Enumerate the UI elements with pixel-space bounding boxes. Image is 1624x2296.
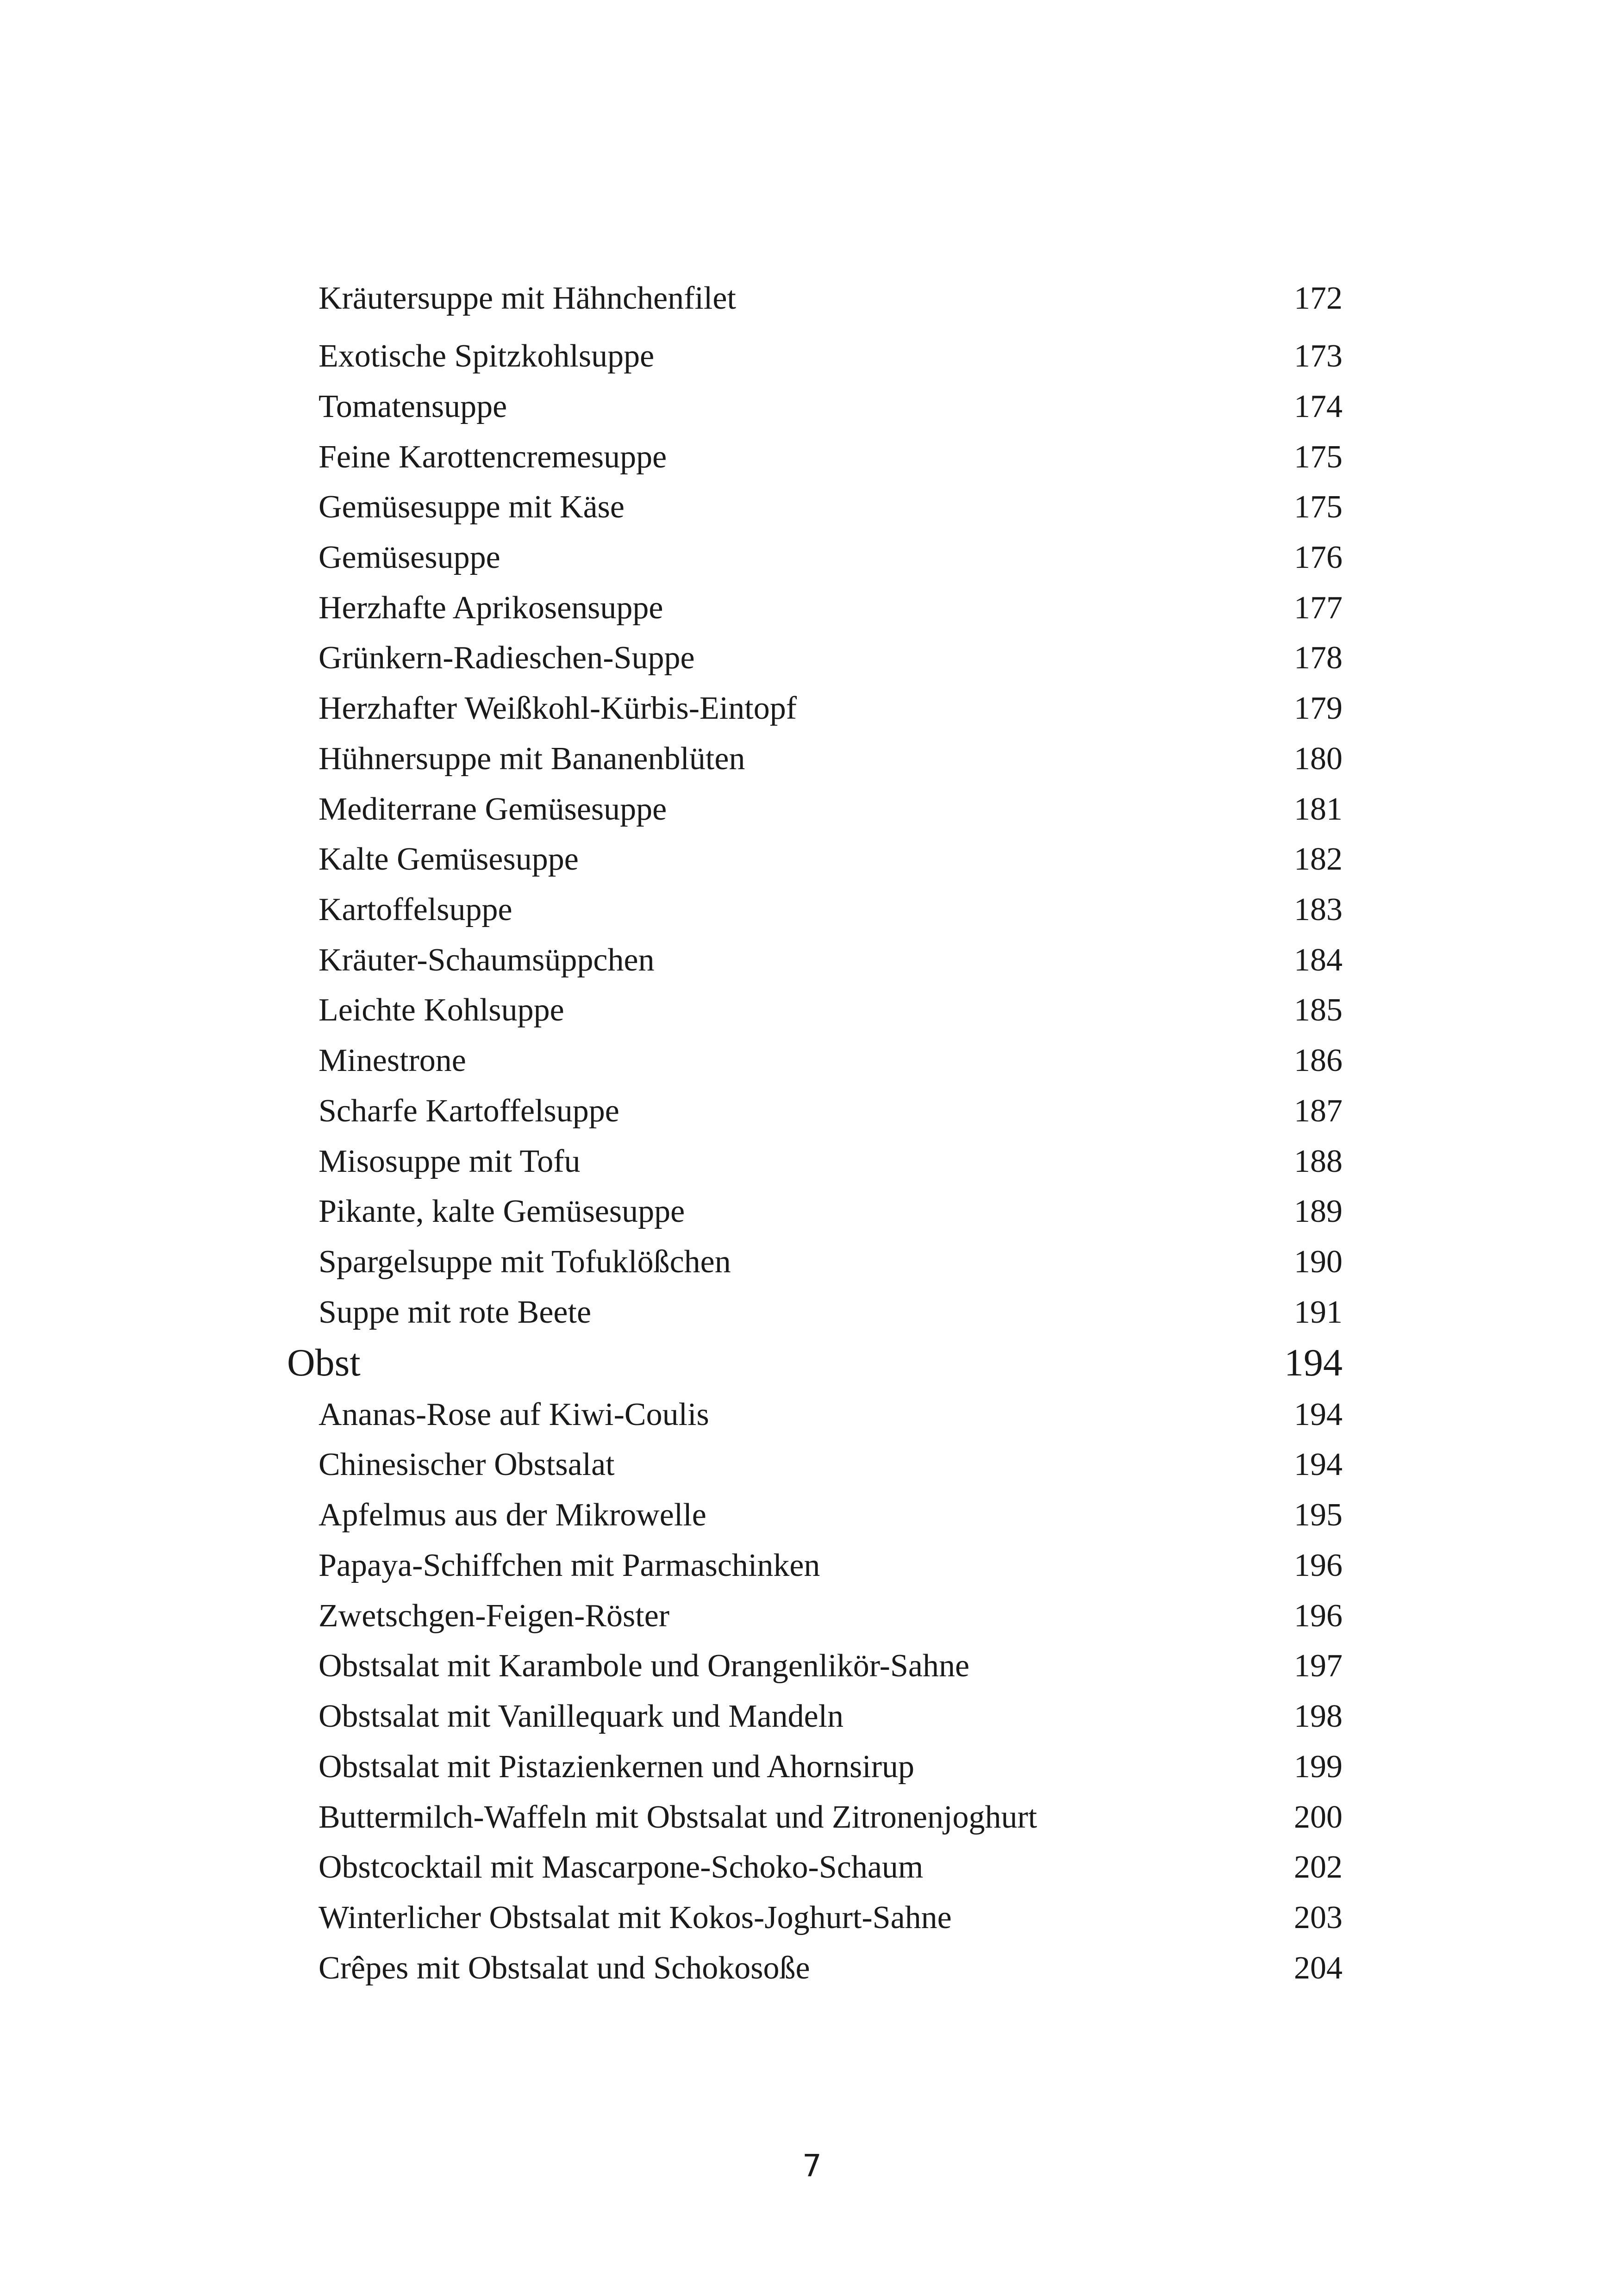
toc-entry: [0, 585, 1624, 631]
toc-section-page-number: 194: [1284, 1341, 1343, 1384]
toc-entry: [0, 1643, 1624, 1689]
toc-entry-title: Mediterrane Gemüsesuppe: [319, 791, 667, 827]
toc-entry-title: Gemüsesuppe: [319, 540, 500, 575]
toc-entry-title: Obstcocktail mit Mascarpone-Schoko-Schaum: [319, 1849, 924, 1885]
toc-entry: [0, 685, 1624, 732]
toc-entry: [0, 333, 1624, 380]
toc-entry-page-number: 181: [1294, 791, 1343, 827]
toc-entry-title: Pikante, kalte Gemüsesuppe: [319, 1194, 685, 1229]
toc-entry: [0, 836, 1624, 883]
toc-entry-title: Leichte Kohlsuppe: [319, 992, 564, 1028]
toc-entry: [0, 1693, 1624, 1740]
toc-entry-title: Kalte Gemüsesuppe: [319, 841, 579, 877]
toc-entry-title: Gemüsesuppe mit Käse: [319, 489, 625, 525]
toc-entry-page-number: 177: [1294, 590, 1343, 626]
toc-entry-page-number: 178: [1294, 640, 1343, 676]
toc-entry: [0, 1593, 1624, 1639]
toc-entry: [0, 1188, 1624, 1235]
toc-entry: [0, 484, 1624, 530]
toc-entry: [0, 887, 1624, 933]
toc-entry: [0, 736, 1624, 782]
toc-entry-page-number: 202: [1294, 1849, 1343, 1885]
toc-entry-title: Kartoffelsuppe: [319, 892, 512, 927]
toc-entry-page-number: 191: [1294, 1294, 1343, 1330]
toc-entry-title: Herzhafte Aprikosensuppe: [319, 590, 663, 626]
toc-entry: [0, 635, 1624, 681]
toc-entry-page-number: 194: [1294, 1397, 1343, 1432]
toc-entry-page-number: 173: [1294, 338, 1343, 374]
toc-entry: [0, 1794, 1624, 1841]
toc-entry: [0, 1945, 1624, 1991]
toc-entry-title: Chinesischer Obstsalat: [319, 1447, 615, 1482]
toc-entry-page-number: 180: [1294, 741, 1343, 777]
toc-entry-page-number: 204: [1294, 1950, 1343, 1986]
toc-entry-page-number: 198: [1294, 1699, 1343, 1734]
toc-entry-page-number: 200: [1294, 1799, 1343, 1835]
toc-entry-title: Kräuter-Schaumsüppchen: [319, 942, 655, 978]
toc-entry-title: Scharfe Kartoffelsuppe: [319, 1093, 619, 1129]
toc-entry-page-number: 179: [1294, 691, 1343, 726]
toc-entry-title: Obstsalat mit Pistazienkernen und Ahornsirup: [319, 1749, 915, 1785]
toc-entry: [0, 937, 1624, 983]
toc-entry-title: Herzhafter Weißkohl-Kürbis-Eintopf: [319, 691, 797, 726]
toc-entry: [0, 786, 1624, 833]
toc-entry-title: Spargelsuppe mit Tofuklößchen: [319, 1244, 731, 1280]
toc-entry-page-number: 186: [1294, 1043, 1343, 1078]
toc-entry-page-number: 196: [1294, 1548, 1343, 1583]
toc-entry: [0, 1744, 1624, 1790]
toc-entry-page-number: 189: [1294, 1194, 1343, 1229]
toc-entry-page-number: 196: [1294, 1598, 1343, 1634]
toc-entry-page-number: 182: [1294, 841, 1343, 877]
toc-entry-title: Suppe mit rote Beete: [319, 1294, 592, 1330]
toc-entry-page-number: 197: [1294, 1648, 1343, 1684]
toc-entry: [0, 1392, 1624, 1438]
toc-entry-page-number: 175: [1294, 439, 1343, 475]
toc-section-title: Obst: [287, 1341, 361, 1384]
toc-entry-page-number: 188: [1294, 1144, 1343, 1179]
toc-entry: [0, 275, 1624, 322]
toc-entry-page-number: 184: [1294, 942, 1343, 978]
toc-entry-page-number: 194: [1294, 1447, 1343, 1482]
toc-entry-title: Papaya-Schiffchen mit Parmaschinken: [319, 1548, 820, 1583]
toc-entry: [0, 535, 1624, 581]
toc-entry: [0, 1844, 1624, 1891]
toc-entry: [0, 1239, 1624, 1285]
toc-entry-page-number: 172: [1294, 280, 1343, 316]
toc-entry-title: Misosuppe mit Tofu: [319, 1144, 581, 1179]
toc-entry: [0, 1492, 1624, 1538]
toc-entry: [0, 1038, 1624, 1084]
toc-entry-page-number: 195: [1294, 1497, 1343, 1533]
page-number: 7: [802, 2148, 822, 2184]
toc-entry: [0, 1543, 1624, 1589]
toc-entry: [0, 1442, 1624, 1488]
toc-entry-title: Zwetschgen-Feigen-Röster: [319, 1598, 670, 1634]
toc-entry: [0, 434, 1624, 480]
toc-section-heading: [0, 1340, 1624, 1386]
toc-entry: [0, 1088, 1624, 1134]
toc-entry: [0, 384, 1624, 430]
toc-entry: [0, 987, 1624, 1033]
toc-entry-page-number: 176: [1294, 540, 1343, 575]
toc-entry: [0, 1289, 1624, 1336]
toc-entry-title: Apfelmus aus der Mikrowelle: [319, 1497, 706, 1533]
toc-entry: [0, 1895, 1624, 1941]
toc-entry-title: Kräutersuppe mit Hähnchenfilet: [319, 280, 736, 316]
toc-entry-page-number: 175: [1294, 489, 1343, 525]
toc-entry-page-number: 174: [1294, 389, 1343, 424]
toc-entry-title: Obstsalat mit Vanillequark und Mandeln: [319, 1699, 844, 1734]
toc-entry-title: Crêpes mit Obstsalat und Schokosoße: [319, 1950, 810, 1986]
toc-entry-title: Feine Karottencremesuppe: [319, 439, 667, 475]
toc-entry-page-number: 190: [1294, 1244, 1343, 1280]
toc-entry-title: Obstsalat mit Karambole und Orangenlikör-Sahne: [319, 1648, 970, 1684]
toc-entry-page-number: 183: [1294, 892, 1343, 927]
toc-entry-page-number: 199: [1294, 1749, 1343, 1785]
toc-entry-title: Tomatensuppe: [319, 389, 507, 424]
toc-entry: [0, 1139, 1624, 1185]
toc-entry-title: Minestrone: [319, 1043, 466, 1078]
toc-entry-title: Winterlicher Obstsalat mit Kokos-Joghurt-Sahne: [319, 1900, 952, 1935]
toc-entry-title: Grünkern-Radieschen-Suppe: [319, 640, 695, 676]
toc-entry-page-number: 187: [1294, 1093, 1343, 1129]
toc-entry-title: Exotische Spitzkohlsuppe: [319, 338, 655, 374]
toc-entry-page-number: 185: [1294, 992, 1343, 1028]
toc-entry-title: Ananas-Rose auf Kiwi-Coulis: [319, 1397, 709, 1432]
toc-entry-title: Buttermilch-Waffeln mit Obstsalat und Zitronenjoghurt: [319, 1799, 1037, 1835]
toc-entry-page-number: 203: [1294, 1900, 1343, 1935]
toc-entry-title: Hühnersuppe mit Bananenblüten: [319, 741, 745, 777]
